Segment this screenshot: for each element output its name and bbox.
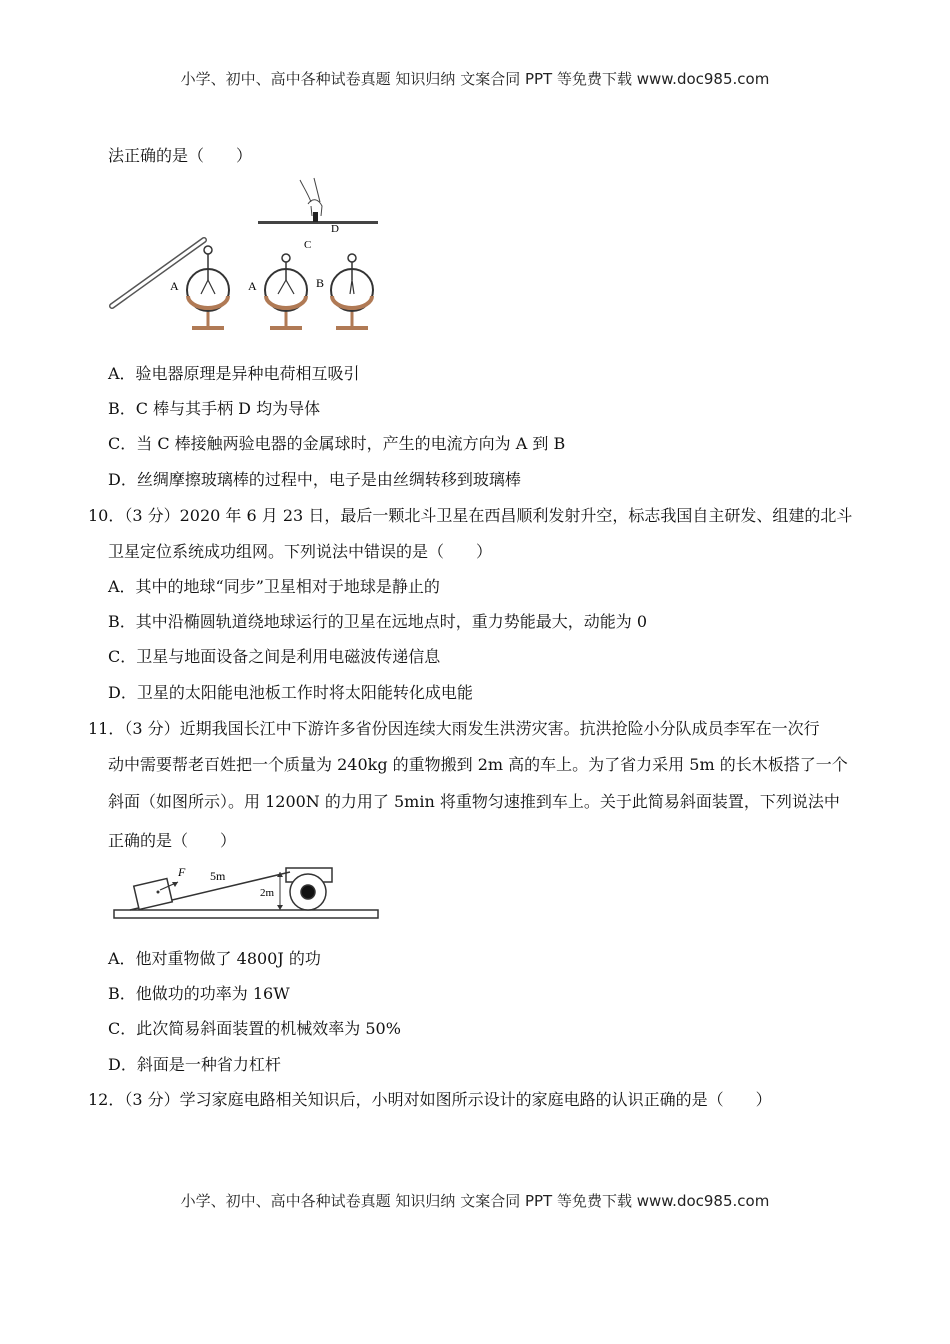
page-header: 小学、初中、高中各种试卷真题 知识归纳 文案合同 PPT 等免费下载 www.doc985.com xyxy=(180,70,770,88)
q10-option-a: A．其中的地球“同步”卫星相对于地球是静止的 xyxy=(108,577,440,596)
inclined-plane-figure xyxy=(112,860,382,924)
q9-option-a: A．验电器原理是异种电荷相互吸引 xyxy=(108,364,360,383)
electroscope-b xyxy=(331,254,373,330)
label-a-right: A xyxy=(248,279,257,293)
q11-stem-line1: 11．（3 分）近期我国长江中下游许多省份因连续大雨发生洪涝灾害。抗洪抢险小分队成员李军在一次行 xyxy=(88,719,820,738)
q10-option-c: C．卫星与地面设备之间是利用电磁波传递信息 xyxy=(108,647,441,666)
label-b: B xyxy=(316,276,325,290)
q11-option-c: C．此次简易斜面装置的机械效率为 50% xyxy=(108,1019,401,1038)
cart xyxy=(286,868,332,910)
cargo-box xyxy=(134,878,173,909)
q10-stem-line2: 卫星定位系统成功组网。下列说法中错误的是（ ） xyxy=(108,542,493,561)
q11-option-d: D．斜面是一种省力杠杆 xyxy=(108,1055,281,1074)
label-height: 2m xyxy=(260,887,275,899)
height-marker xyxy=(277,872,283,910)
label-c: C xyxy=(304,239,312,251)
electroscope-figure xyxy=(108,176,408,336)
q9-option-c: C．当 C 棒接触两验电器的金属球时，产生的电流方向为 A 到 B xyxy=(108,434,566,453)
electroscope-a-right xyxy=(265,254,307,330)
q10-option-d: D．卫星的太阳能电池板工作时将太阳能转化成电能 xyxy=(108,683,473,702)
q9-stem-tail: 法正确的是（ ） xyxy=(108,146,253,165)
q11-stem-line2: 动中需要帮老百姓把一个质量为 240kg 的重物搬到 2m 高的车上。为了省力采用 5m 的长木板搭了一个 xyxy=(108,755,848,774)
q11-stem-line4: 正确的是（ ） xyxy=(108,831,237,850)
label-length: 5m xyxy=(210,869,226,883)
q10-stem-line1: 10．（3 分）2020 年 6 月 23 日，最后一颗北斗卫星在西昌顺利发射升空，标志我国自主研发、组建的北斗 xyxy=(88,506,853,525)
label-d: D xyxy=(331,223,339,235)
hand-icon xyxy=(300,178,322,216)
q9-option-d: D．丝绸摩擦玻璃棒的过程中，电子是由丝绸转移到玻璃棒 xyxy=(108,470,521,489)
q9-option-b: B．C 棒与其手柄 D 均为导体 xyxy=(108,399,321,418)
q11-stem-line3: 斜面（如图所示）。用 1200N 的力用了 5min 将重物匀速推到车上。关于此简易斜面装置，下列说法中 xyxy=(108,792,840,811)
page-footer: 小学、初中、高中各种试卷真题 知识归纳 文案合同 PPT 等免费下载 www.doc985.com xyxy=(180,1192,770,1210)
q12-stem: 12．（3 分）学习家庭电路相关知识后，小明对如图所示设计的家庭电路的认识正确的是（ ） xyxy=(88,1090,772,1109)
rod-handle-d xyxy=(313,212,318,222)
ground xyxy=(114,910,378,918)
q11-option-a: A．他对重物做了 4800J 的功 xyxy=(108,949,321,968)
label-a-left: A xyxy=(170,279,179,293)
q10-option-b: B．其中沿椭圆轨道绕地球运行的卫星在远地点时，重力势能最大，动能为 0 xyxy=(108,612,648,631)
label-force: F xyxy=(178,865,186,879)
glass-rod xyxy=(112,240,204,306)
electroscope-a-left xyxy=(187,246,229,330)
q11-option-b: B．他做功的功率为 16W xyxy=(108,984,290,1003)
